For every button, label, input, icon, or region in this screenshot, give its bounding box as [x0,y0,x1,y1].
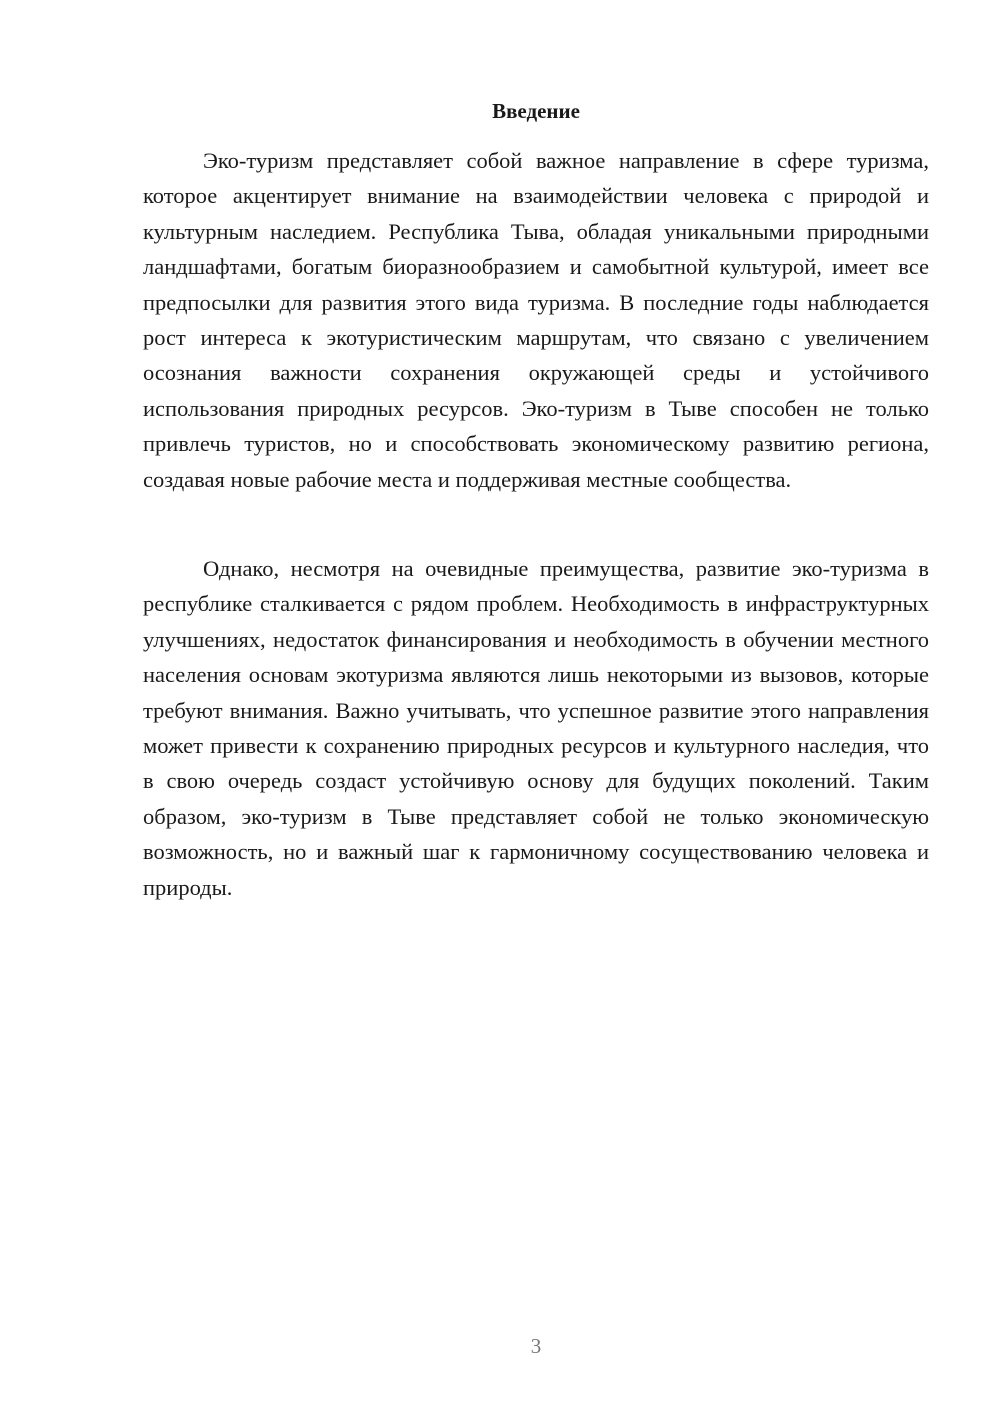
page-number: 3 [530,1334,542,1358]
paragraph-2: Однако, несмотря на очевидные преимущества, развитие эко-туризма в республике сталкивается с рядом проблем. Необходимость в инфраструктурных улучшениях, недостаток финансирования и необходимость в обучении местного населения основам экотуризма являются лишь некоторыми из вызовов, которые требуют внимания. Важно учитывать, что успешное развитие этого направления может привести к сохранению природных ресурсов и культурного наследия, что в свою очередь создаст устойчивую основу для будущих поколений. Таким образом, эко-туризм в Тыве представляет собой не только экономическую возможность, но и важный шаг к гармоничному сосуществованию человека и природы. [143,556,929,900]
paragraph-2-container [143,551,929,905]
page-title: Введение [492,99,580,123]
paragraph-1: Эко-туризм представляет собой важное направление в сфере туризма, которое акцентирует внимание на взаимодействии человека с природой и культурным наследием. Республика Тыва, обладая уникальными природными ландшафтами, богатым биоразнообразием и самобытной культурой, имеет все предпосылки для развития этого вида туризма. В последние годы наблюдается рост интереса к экотуристическим маршрутам, что связано с увеличением осознания важности сохранения окружающей среды и устойчивого использования природных ресурсов. Эко-туризм в Тыве способен не только привлечь туристов, но и способствовать экономическому развитию региона, создавая новые рабочие места и поддерживая местные сообщества. [143,148,929,492]
paragraph-1-container [143,143,929,497]
